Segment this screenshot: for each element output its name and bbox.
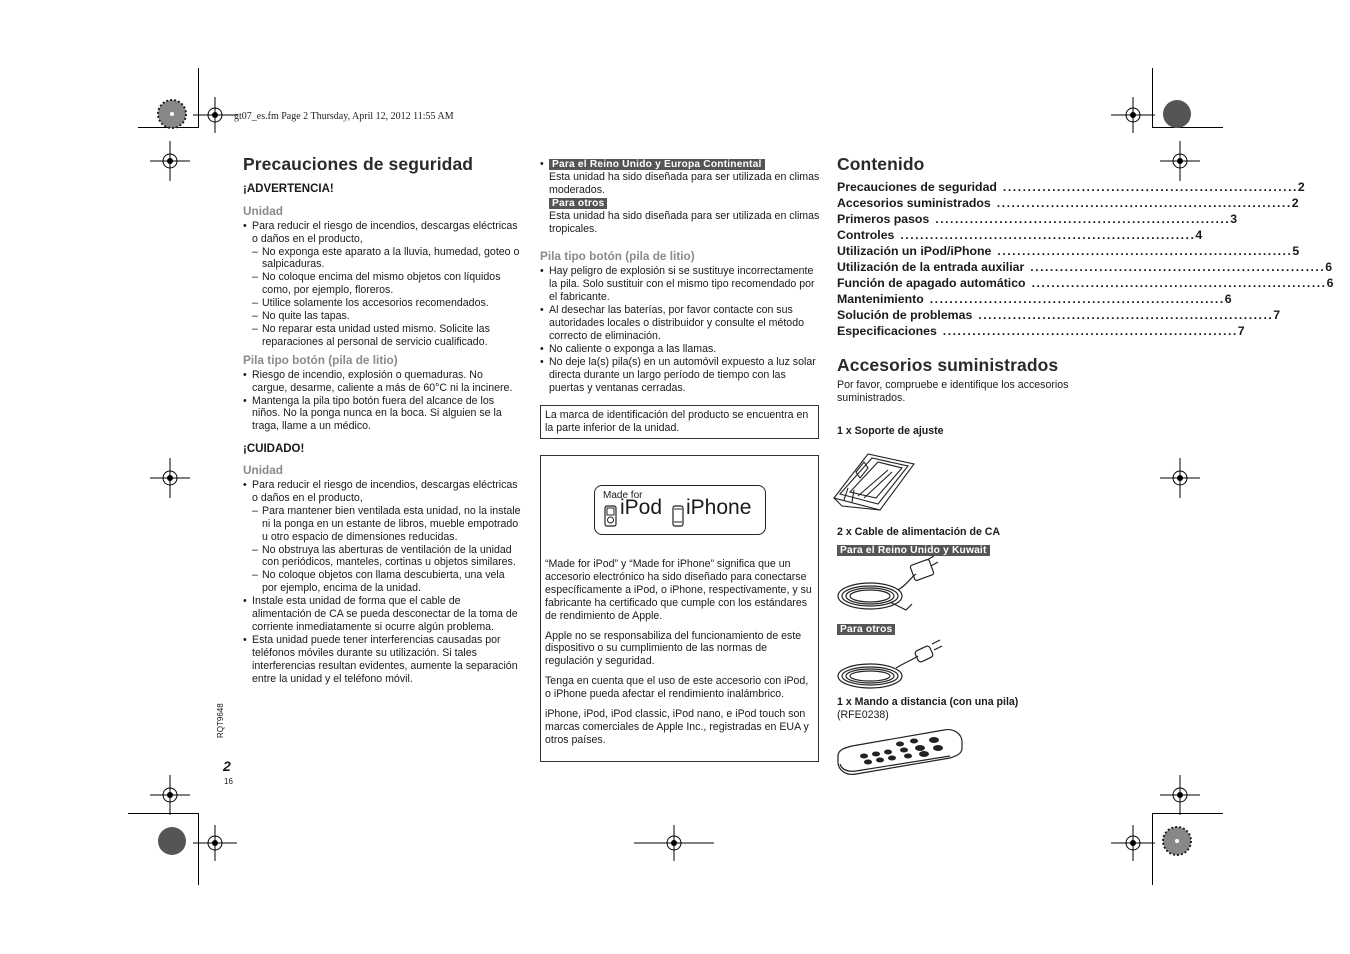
toc-leader-dots: ............................................................ [900, 227, 1196, 242]
toc-leader-dots: ............................................................ [935, 211, 1231, 226]
toc-label: Utilización de la entrada auxiliar [837, 259, 1025, 274]
registration-mark [1111, 97, 1155, 133]
toc-entry[interactable] [837, 275, 1334, 291]
list-item: – No coloque objetos con llama descubierta, una vela por ejemplo, encima de la unidad. [243, 569, 521, 595]
toc-label: Especificaciones [837, 323, 937, 338]
made-for-badge [594, 485, 766, 535]
list-item: • Mantenga la pila tipo botón fuera del alcance de los niños. No la ponga nunca en la boca. Si alguien se la traga, llame a un médico. [243, 395, 521, 434]
product-mark-text: La marca de identificación del producto se encuentra en la parte inferior de la unidad. [545, 409, 809, 434]
toc-label: Mantenimiento [837, 291, 924, 306]
accessories-intro: Por favor, compruebe e identifique los accesorios suministrados. [837, 378, 1069, 404]
file-header: gt07_es.fm Page 2 Thursday, April 12, 2012 11:55 AM [234, 111, 454, 122]
registration-mark [1160, 141, 1200, 181]
starburst-mark [157, 99, 187, 129]
registration-mark [150, 775, 190, 815]
toc-label: Precauciones de seguridad [837, 179, 997, 194]
toc-label: Función de apagado automático [837, 275, 1026, 290]
toc-page-number: 7 [1237, 323, 1245, 338]
toc-page-number: 3 [1230, 211, 1238, 226]
toc-entry[interactable] [837, 259, 1333, 275]
product-mark-box [540, 405, 819, 439]
density-circle [1162, 99, 1192, 129]
toc-page-number: 7 [1273, 307, 1281, 322]
apple-paragraph: Tenga en cuenta que el uso de este accesorio con iPod, o iPhone pueda afectar el rendimiento inalámbrico. [545, 675, 809, 701]
list-item [540, 158, 820, 235]
climate-text: Esta unidad ha sido diseñada para ser utilizada en climas moderados. [549, 170, 820, 196]
list-item: • Al desechar las baterías, por favor contacte con sus autoridades locales o distribuidor y consulte el método correcto de eliminación. [540, 304, 820, 343]
apple-paragraph: “Made for iPod” y “Made for iPhone” significa que un accesorio electrónico ha sido diseñado para conectarse específicamente a iPod, o iPhone, respectivamente, y su fabricante ha certificado que cumple con los estándares de rendimiento de Apple. [545, 558, 812, 622]
list-item: • No deje la(s) pila(s) en un automóvil expuesto a luz solar directa durante un largo período de tiempo con las puertas y ventanas cerradas. [540, 356, 820, 395]
toc-label: Primeros pasos [837, 211, 930, 226]
list-item: • Esta unidad puede tener interferencias causadas por teléfonos móviles durante su utilización. Si tales interferencias resultan evidentes, aumente la separación entre la unidad y el teléfono móvil. [243, 634, 521, 686]
list-item: • Para reducir el riesgo de incendios, descargas eléctricas o daños en el producto, [243, 479, 521, 505]
subheading-unidad: Unidad [243, 203, 283, 218]
toc-page-number: 4 [1195, 227, 1203, 242]
subheading-pila: Pila tipo botón (pila de litio) [540, 249, 695, 264]
iphone-label: iPhone [686, 496, 752, 519]
toc-entry[interactable] [837, 291, 1232, 307]
density-circle [157, 826, 187, 856]
table-of-contents [837, 179, 1334, 339]
toc-leader-dots: ............................................................ [978, 307, 1274, 322]
region-tag: Para otros [549, 198, 607, 209]
section-title-contents: Contenido [837, 154, 925, 174]
warning-unit-list [243, 220, 521, 349]
toc-entry[interactable] [837, 243, 1300, 259]
toc-page-number: 6 [1325, 259, 1333, 274]
subheading-unidad-caution: Unidad [243, 463, 283, 478]
made-for-label: Made for [603, 490, 643, 501]
toc-page-number: 5 [1292, 243, 1300, 258]
euro-power-cable-image [834, 636, 944, 694]
toc-entry[interactable] [837, 179, 1305, 195]
list-item: – No exponga este aparato a la lluvia, humedad, goteo o salpicaduras. [243, 246, 521, 272]
toc-label: Solución de problemas [837, 307, 973, 322]
toc-leader-dots: ............................................................ [997, 243, 1293, 258]
accessory-remote-label: 1 x Mando a distancia (con una pila) [837, 696, 1019, 708]
toc-entry[interactable] [837, 211, 1238, 227]
toc-page-number: 6 [1326, 275, 1334, 290]
caution-heading: ¡CUIDADO! [243, 443, 305, 456]
uk-power-cable-image [834, 558, 944, 616]
iphone-icon [672, 505, 684, 527]
region-tag [837, 540, 990, 558]
registration-mark [193, 97, 237, 133]
list-item: – No reparar esta unidad usted mismo. Solicite las reparaciones al personal de servicio cualificado. [243, 323, 521, 349]
subheading-pila: Pila tipo botón (pila de litio) [243, 352, 398, 367]
warning-battery-list [243, 369, 521, 434]
doc-code: RQT9648 [216, 703, 225, 738]
battery-list [540, 265, 820, 394]
climate-text: Esta unidad ha sido diseñada para ser utilizada en climas tropicales. [549, 209, 820, 235]
starburst-mark [1162, 826, 1192, 856]
toc-label: Controles [837, 227, 895, 242]
toc-label: Accesorios suministrados [837, 195, 991, 210]
toc-page-number: 2 [1297, 179, 1305, 194]
climate-list [540, 158, 820, 235]
toc-leader-dots: ............................................................ [942, 323, 1238, 338]
region-tag: Para el Reino Unido y Europa Continental [549, 159, 765, 170]
region-tag-otros: Para otros [837, 624, 895, 635]
toc-entry[interactable] [837, 323, 1245, 339]
remote-control-image [834, 726, 966, 776]
column-contents [837, 154, 1334, 405]
accessory-cable-label: 2 x Cable de alimentación de CA [837, 526, 1001, 538]
apple-paragraph: Apple no se responsabiliza del funcionamiento de este dispositivo o su cumplimiento de las normas de regulación y seguridad. [545, 629, 802, 668]
registration-mark [1160, 775, 1200, 815]
apple-notice-box [540, 455, 819, 762]
apple-paragraph: iPhone, iPod, iPod classic, iPod nano, e iPod touch son marcas comerciales de Apple Inc., registradas en EUA y otros países. [545, 708, 809, 746]
list-item: – No coloque encima del mismo objetos con líquidos como, por ejemplo, floreros. [243, 271, 521, 297]
list-item: – Para mantener bien ventilada esta unidad, no la instale ni la ponga en un estante de libros, mueble empotrado u otro espacio de dimensiones reducidas. [243, 505, 521, 544]
remote-model-code: (RFE0238) [837, 709, 889, 721]
caution-unit-list [243, 479, 521, 686]
list-item: • Riesgo de incendio, explosión o quemaduras. No cargue, desarme, caliente a más de 60°C ni la incinere. [243, 369, 521, 395]
registration-mark [150, 141, 190, 181]
list-item: – No quite las tapas. [243, 310, 521, 323]
list-item: • Hay peligro de explosión si se sustituye incorrectamente la pila. Solo sustituir con el mismo tipo recomendado por el fabricante. [540, 265, 820, 304]
accessory-stand-label: 1 x Soporte de ajuste [837, 425, 944, 437]
column-climate [540, 158, 820, 394]
region-tag [837, 619, 895, 637]
toc-entry[interactable] [837, 195, 1299, 211]
column-safety [243, 154, 521, 686]
warning-heading: ¡ADVERTENCIA! [243, 182, 334, 195]
ipod-icon [604, 505, 617, 527]
list-item: – No obstruya las aberturas de ventilación de la unidad con periódicos, manteles, cortinas u objetos similares. [243, 544, 521, 570]
toc-leader-dots: ............................................................ [929, 291, 1225, 306]
ipod-label: iPod [620, 496, 663, 519]
page-number: 2 [223, 758, 231, 774]
registration-mark [1111, 825, 1155, 861]
list-item: – Utilice solamente los accesorios recomendados. [243, 297, 521, 310]
page-sub: 16 [224, 777, 233, 786]
toc-leader-dots: ............................................................ [1030, 259, 1326, 274]
toc-leader-dots: ............................................................ [1002, 179, 1298, 194]
toc-leader-dots: ............................................................ [996, 195, 1292, 210]
stand-image [828, 442, 924, 514]
registration-mark [150, 458, 190, 498]
section-title-safety: Precauciones de seguridad [243, 154, 474, 174]
registration-mark [193, 825, 237, 861]
toc-label: Utilización un iPod/iPhone [837, 243, 992, 258]
toc-leader-dots: ............................................................ [1031, 275, 1327, 290]
list-item: • No caliente o exponga a las llamas. [540, 343, 820, 356]
region-tag-uk-kuwait: Para el Reino Unido y Kuwait [837, 545, 990, 556]
registration-mark [634, 825, 714, 861]
list-item: • Instale esta unidad de forma que el cable de alimentación de CA se pueda desconectar de la toma de corriente inmediatamente si ocurre algún problema. [243, 595, 521, 634]
section-title-accessories: Accesorios suministrados [837, 354, 1059, 375]
toc-page-number: 2 [1291, 195, 1299, 210]
toc-entry[interactable] [837, 307, 1281, 323]
toc-entry[interactable] [837, 227, 1203, 243]
toc-page-number: 6 [1224, 291, 1232, 306]
apple-notice-text [545, 558, 817, 754]
list-item: • Para reducir el riesgo de incendios, descargas eléctricas o daños en el producto, [243, 220, 521, 246]
registration-mark [1160, 458, 1200, 498]
